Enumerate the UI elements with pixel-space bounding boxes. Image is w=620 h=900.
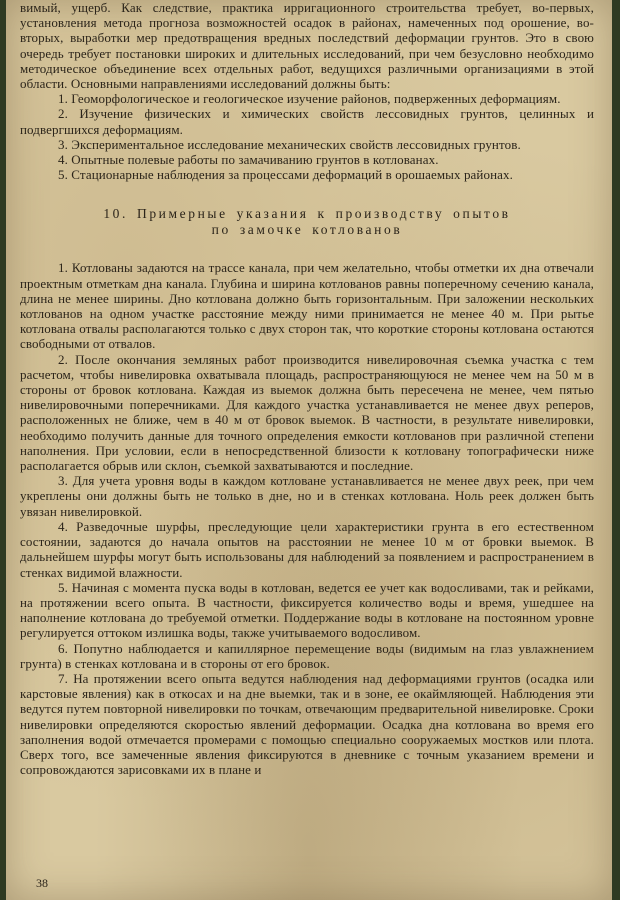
page-number: 38 [36, 876, 48, 890]
section-paragraph: 5. Начиная с момента пуска воды в котлован, ведется ее учет как водосливами, так и рейками, на протяжении всего опыта. В частности, фиксируется количество воды и время, ушедшее на наполнение котлована до требуемой отметки. Поддержание воды в котловане на постоянном уровне регулируется оттоком излишка воды, также учитываемого водосливом. [20, 579, 594, 641]
list-item: 1. Геоморфологическое и геологическое изучение районов, подверженных деформациям. [58, 91, 561, 107]
intro-paragraph: вимый, ущерб. Как следствие, практика ирригационного строительства требует, во-первых, установления метода прогноза возможностей осадок в районах, намеченных под орошение, во-вторых, выработки мер предотвращения вредных последствий деформации грунтов. Это в свою очередь требует постановки широких и длительных исследований, при чем безусловно необходимо методическое объединение всех отдельных работ, ведущихся различными организациями в этой области. Основными направлениями исследований должны быть: [20, 0, 594, 92]
list-item: 2. Изучение физических и химических свойств лессовидных грунтов, целинных и подвергшихся деформациям. [20, 106, 594, 137]
research-directions-list [20, 91, 594, 182]
section-heading [20, 206, 594, 238]
section-paragraph: 4. Разведочные шурфы, преследующие цели характеристики грунта в его естественном состоянии, задаются до начала опытов на расстоянии не менее 10 м от бровки выемок. В дальнейшем шурфы могут быть использованы для наблюдений за появлением и распространением в стенках видимой влажности. [20, 518, 594, 580]
list-item: 3. Экспериментальное исследование механических свойств лессовидных грунтов. [58, 136, 521, 152]
section-paragraph: 2. После окончания земляных работ производится нивелировочная съемка участка с тем расчетом, чтобы нивелировка охватывала площадь, распространяющуюся не менее чем на 50 м в стороны от бровок котлована. Каждая из выемок должна быть пересечена не менее, чем пятью нивелировочными поперечниками. Для каждого участка устанавливается не менее двух реперов, расположенных не ближе, чем в 40 м от бровок выемок. В частности, в результате нивелировки, необходимо получить данные для точного определения емкости котлованов при различной степени наполнения. При условии, если в непосредственной близости к котловану топографически ниже располагается обрыв или склон, съемкой захватываются и последние. [20, 351, 594, 474]
page-text [20, 0, 594, 777]
section-paragraph: 1. Котлованы задаются на трассе канала, при чем желательно, чтобы отметки их дна отвечали проектным отметкам дна канала. Глубина и ширина котлованов равны поперечному сечению канала, длина не менее ширины. Дно котлована должно быть горизонтальным. При заложении нескольких котлованов на одном участке расстояние между ними принимается не менее 40 м. При рытье котлована отвалы располагаются только с двух сторон так, что короткие стороны котлована остаются свободными от отвалов. [20, 260, 594, 352]
section-paragraph: 6. Попутно наблюдается и капиллярное перемещение воды (видимым на глаз увлажнением грунта) в стенках котлована и в стороны от его бровок. [20, 640, 594, 671]
section-paragraph: 3. Для учета уровня воды в каждом котловане устанавливается не менее двух реек, при чем укреплены они должны быть не только в дне, но и в стенках котлована. Ноль реек должен быть увязан нивелировкой. [20, 473, 594, 519]
section-body [20, 260, 594, 777]
list-item: 4. Опытные полевые работы по замачиванию грунтов в котлованах. [58, 152, 439, 168]
section-heading-line-2: по замочке котлованов [211, 222, 403, 238]
section-heading-line-1: 10. Примерные указания к производству опытов [103, 206, 511, 222]
section-paragraph: 7. На протяжении всего опыта ведутся наблюдения над деформациями грунтов (осадка или карстовые явления) как в откосах и на дне выемки, так и в зоне, ее окаймляющей. Наблюдения эти ведутся путем повторной нивелировки по точкам, отвечающим предварительной нивелировке. Сроки нивелировки определяются скоростью явлений деформации. Осадка дна котлована во время его заполнения водой отмечается промерами с помощью специально сооружаемых мостков или плота. Сверх того, все замеченные явления фиксируются в дневнике с точным указанием времени и сопровождаются зарисовками их в плане и [20, 670, 594, 778]
list-item: 5. Стационарные наблюдения за процессами деформаций в орошаемых районах. [58, 167, 513, 183]
document-page [6, 0, 612, 900]
